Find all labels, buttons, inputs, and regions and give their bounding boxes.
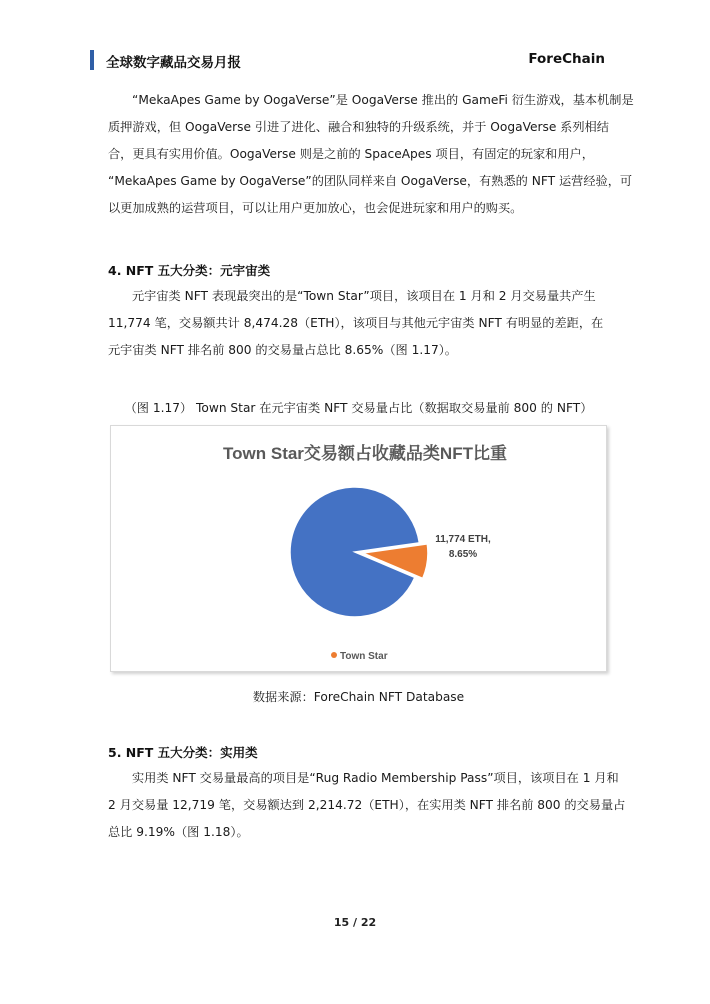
paragraph-line: 合，更具有实用价值。OogaVerse 则是之前的 SpaceApes 项目，有固定的玩家和用户， (108, 147, 594, 161)
paragraph-line: “MekaApes Game by OogaVerse”是 OogaVerse 推出的 GameFi 衍生游戏，基本机制是 (132, 93, 634, 107)
data-label (435, 534, 491, 560)
data-label-value: 11,774 ETH, (435, 534, 491, 545)
chart-title: Town Star交易额占收藏品类NFT比重 (223, 444, 507, 463)
page-number: 15 / 22 (333, 916, 377, 929)
page-header (90, 48, 605, 72)
data-source: 数据来源：ForeChain NFT Database (252, 690, 465, 704)
paragraph-line: 2 月交易量 12,719 笔，交易额达到 2,214.72（ETH），在实用类 NFT 排名前 800 的交易量占 (108, 798, 626, 812)
section-5-paragraph (108, 765, 626, 846)
data-label-percent: 8.65% (448, 549, 478, 560)
chart-legend (331, 651, 388, 662)
section-4-paragraph (108, 283, 605, 364)
section-5-heading: 5. NFT 五大分类：实用类 (108, 745, 258, 760)
pie-chart (111, 426, 608, 673)
brand-name: ForeChain (528, 51, 605, 67)
pie-chart-frame (110, 425, 607, 672)
paragraph-line: 元宇宙类 NFT 表现最突出的是“Town Star”项目，该项目在 1 月和 2 月交易量共产生 (132, 289, 596, 303)
legend-label: Town Star (340, 651, 388, 662)
paragraph-line: 以更加成熟的运营项目，可以让用户更加放心，也会促进玩家和用户的购买。 (108, 201, 523, 215)
paragraph-line: 质押游戏，但 OogaVerse 引进了进化、融合和独特的升级系统，并于 OogaVerse 系列相结 (108, 120, 609, 134)
document-title: 全球数字藏品交易月报 (106, 55, 241, 71)
paragraph-line: 实用类 NFT 交易量最高的项目是“Rug Radio Membership Pass”项目，该项目在 1 月和 (132, 771, 619, 785)
intro-paragraph (108, 87, 634, 222)
header-accent-bar (90, 50, 94, 70)
paragraph-line: 元宇宙类 NFT 排名前 800 的交易量占总比 8.65%（图 1.17）。 (108, 343, 457, 357)
legend-swatch (331, 652, 337, 658)
paragraph-line: 总比 9.19%（图 1.18）。 (108, 825, 249, 839)
paragraph-line: “MekaApes Game by OogaVerse”的团队同样来自 OogaVerse，有熟悉的 NFT 运营经验，可 (108, 174, 633, 188)
figure-caption: （图 1.17） Town Star 在元宇宙类 NFT 交易量占比（数据取交易量前 800 的 NFT） (124, 401, 593, 415)
paragraph-line: 11,774 笔，交易额共计 8,474.28（ETH），该项目与其他元宇宙类 NFT 有明显的差距，在 (108, 316, 604, 330)
section-4-heading: 4. NFT 五大分类：元宇宙类 (108, 263, 271, 278)
